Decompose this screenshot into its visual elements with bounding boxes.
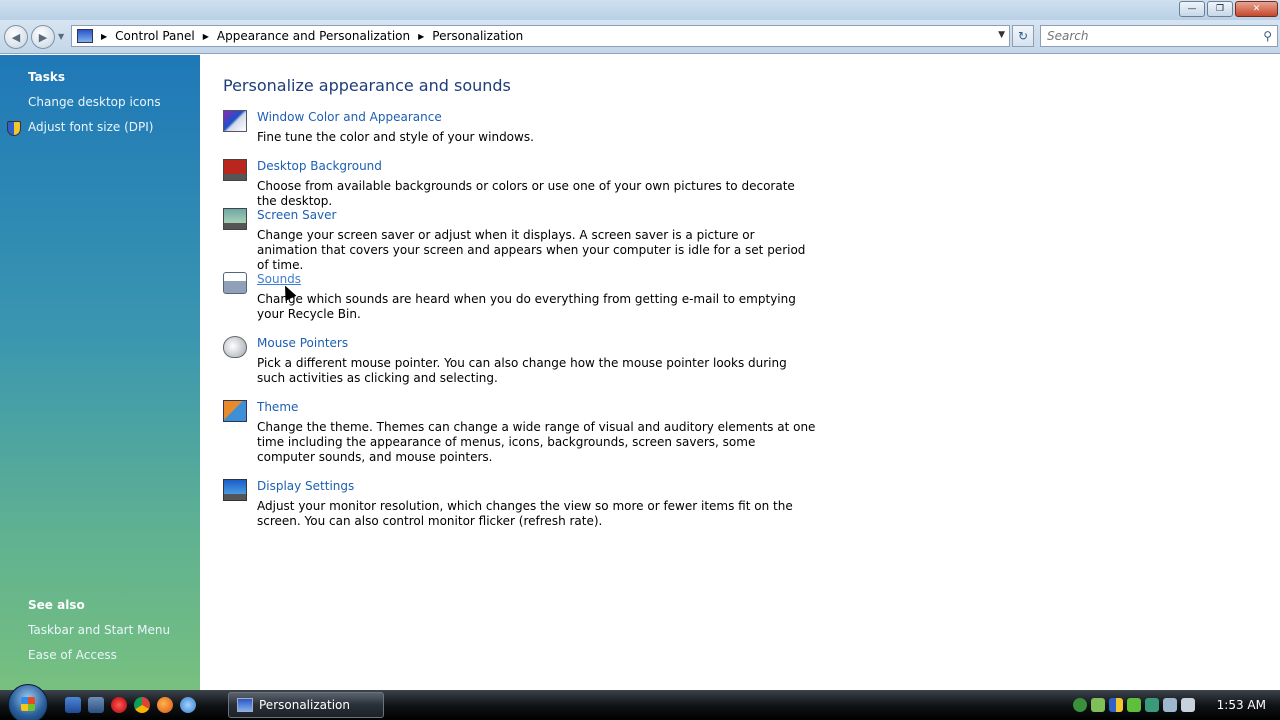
- screen-saver-description: Change your screen saver or adjust when it displays. A screen saver is a picture or animation that covers your screen and appears when your computer is idle for a set period of time.: [257, 228, 806, 272]
- checkmark-tray-icon[interactable]: [1127, 698, 1141, 712]
- sounds-link[interactable]: Sounds: [257, 272, 302, 286]
- window-title-bar: [0, 0, 1280, 20]
- taskbar-button-personalization[interactable]: [228, 692, 384, 718]
- maximize-button[interactable]: [1207, 1, 1233, 17]
- minimize-icon: —: [1187, 4, 1197, 14]
- mouse-pointers-link[interactable]: Mouse Pointers: [257, 336, 349, 350]
- window-color-link[interactable]: Window Color and Appearance: [257, 110, 442, 124]
- breadcrumb-control-panel[interactable]: Control Panel: [115, 29, 195, 43]
- sounds-icon[interactable]: [223, 272, 247, 294]
- forward-arrow-icon: ▶: [38, 30, 48, 44]
- screen-saver-icon[interactable]: [223, 208, 247, 230]
- breadcrumb-personalization[interactable]: Personalization: [432, 29, 524, 43]
- refresh-button[interactable]: [1012, 25, 1034, 47]
- show-desktop-icon[interactable]: [65, 697, 81, 713]
- address-dropdown-icon[interactable]: ▼: [998, 30, 1005, 40]
- clock[interactable]: 1:53 AM: [1216, 698, 1266, 712]
- window-color-description: Fine tune the color and style of your windows.: [257, 130, 534, 144]
- theme-description: Change the theme. Themes can change a wide range of visual and auditory elements at one time including the appearance of menus, icons, backgrounds, screen savers, some computer sounds, and mouse pointers.: [257, 420, 816, 464]
- task-pane: [0, 55, 200, 690]
- theme-icon[interactable]: [223, 400, 247, 422]
- navigation-bar: [0, 20, 1280, 54]
- main-content: [200, 55, 1280, 690]
- app-tray-icon[interactable]: [1091, 698, 1105, 712]
- breadcrumb-appearance[interactable]: Appearance and Personalization: [216, 29, 411, 43]
- breadcrumb-separator-icon[interactable]: ▶: [418, 31, 425, 41]
- screen-saver-link[interactable]: Screen Saver: [257, 208, 337, 222]
- search-box[interactable]: [1040, 25, 1278, 47]
- network-tray-icon[interactable]: [1145, 698, 1159, 712]
- back-arrow-icon: ◀: [11, 30, 21, 44]
- recent-pages-dropdown-icon[interactable]: ▼: [58, 32, 65, 41]
- tasks-heading: Tasks: [28, 70, 66, 84]
- see-also-heading: See also: [28, 598, 85, 612]
- taskbar-start-menu-link[interactable]: Taskbar and Start Menu: [28, 623, 171, 637]
- address-bar[interactable]: [71, 25, 1010, 47]
- search-icon[interactable]: ⚲: [1263, 29, 1272, 43]
- theme-link[interactable]: Theme: [257, 400, 299, 414]
- display-settings-description: Adjust your monitor resolution, which changes the view so more or fewer items fit on the screen. You can also control monitor flicker (refresh rate).: [257, 499, 793, 528]
- window-color-icon[interactable]: [223, 110, 247, 132]
- breadcrumb-separator-icon[interactable]: ▶: [202, 31, 209, 41]
- taskbar-button-label: Personalization: [259, 698, 350, 712]
- chrome-browser-icon[interactable]: [134, 697, 150, 713]
- update-status-icon[interactable]: [1073, 698, 1087, 712]
- desktop-background-description: Choose from available backgrounds or colors or use one of your own pictures to decorate the desktop.: [257, 179, 795, 208]
- start-button[interactable]: [8, 684, 48, 720]
- forward-button[interactable]: [31, 25, 55, 49]
- display-tray-icon[interactable]: [1163, 698, 1177, 712]
- control-panel-icon: [77, 29, 93, 43]
- display-settings-icon[interactable]: [223, 479, 247, 501]
- close-icon: ✕: [1252, 4, 1261, 14]
- desktop-background-link[interactable]: Desktop Background: [257, 159, 382, 173]
- window-controls: [1179, 1, 1278, 17]
- back-button[interactable]: [4, 25, 28, 49]
- switch-windows-icon[interactable]: [88, 697, 104, 713]
- mouse-pointers-description: Pick a different mouse pointer. You can also change how the mouse pointer looks during such activities as clicking and selecting.: [257, 356, 787, 385]
- adjust-font-size-link[interactable]: Adjust font size (DPI): [28, 120, 154, 134]
- ease-of-access-link[interactable]: Ease of Access: [28, 648, 117, 662]
- change-desktop-icons-link[interactable]: Change desktop icons: [28, 95, 161, 109]
- system-tray: [1073, 691, 1280, 719]
- taskbar: [0, 690, 1280, 720]
- security-shield-icon[interactable]: [1109, 698, 1123, 712]
- opera-browser-icon[interactable]: [111, 697, 127, 713]
- maximize-icon: ❐: [1215, 4, 1225, 14]
- volume-icon[interactable]: [1181, 698, 1195, 712]
- shield-icon: [7, 121, 21, 136]
- sounds-description: Change which sounds are heard when you do everything from getting e-mail to emptying your Recycle Bin.: [257, 292, 796, 321]
- mouse-pointer-icon[interactable]: [223, 336, 247, 358]
- display-settings-link[interactable]: Display Settings: [257, 479, 355, 493]
- close-button[interactable]: [1235, 1, 1278, 17]
- page-title: Personalize appearance and sounds: [223, 76, 511, 95]
- firefox-browser-icon[interactable]: [157, 697, 173, 713]
- windows-logo-icon: [21, 697, 35, 711]
- desktop-background-icon[interactable]: [223, 159, 247, 181]
- minimize-button[interactable]: [1179, 1, 1205, 17]
- control-panel-icon: [237, 698, 253, 712]
- breadcrumb-separator-icon[interactable]: ▶: [101, 31, 108, 41]
- refresh-icon: ↻: [1017, 29, 1029, 43]
- quick-launch-app-icon[interactable]: [180, 697, 196, 713]
- search-input[interactable]: [1041, 26, 1241, 46]
